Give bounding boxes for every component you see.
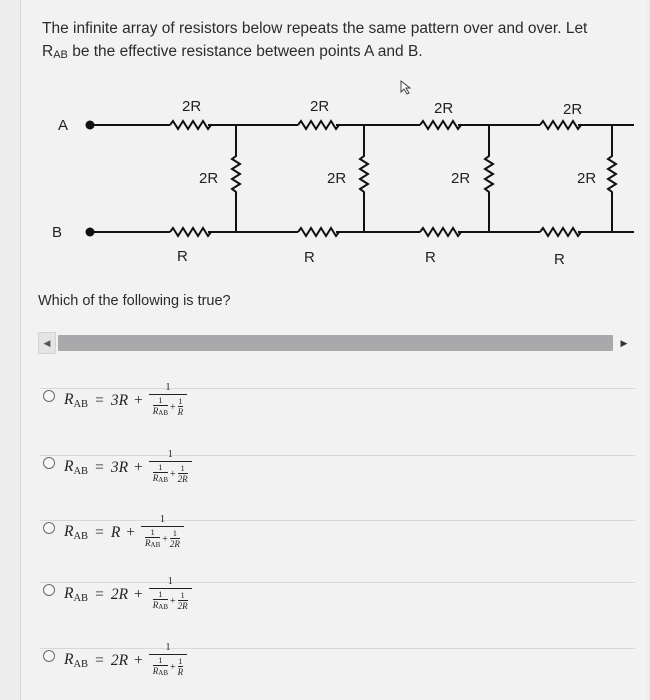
bottom-label-1: R xyxy=(177,248,188,265)
option-formula: $R_{AB}$ = R + 1 1 RAB + 1 2R xyxy=(64,514,184,551)
rab-symbol: R xyxy=(42,43,54,60)
scroll-thumb[interactable] xyxy=(58,335,613,351)
top-label-1: 2R xyxy=(182,98,202,115)
shunt-label-3: 2R xyxy=(451,170,471,187)
option-formula: $R_{AB}$ = 3R + 1 1 RAB + 1 2R xyxy=(64,449,192,486)
bottom-resistor-2 xyxy=(298,228,339,236)
answer-option-4[interactable] xyxy=(40,576,635,611)
shunt-resistor-1 xyxy=(232,125,240,232)
shunt-resistor-3 xyxy=(485,125,493,232)
top-resistor-1 xyxy=(170,121,211,129)
node-a-terminal xyxy=(86,121,95,130)
top-label-4: 2R xyxy=(563,101,583,118)
radio-button[interactable] xyxy=(43,584,55,596)
bottom-resistor-3 xyxy=(420,228,461,236)
bottom-label-2: R xyxy=(304,249,315,266)
node-a-label: A xyxy=(58,117,69,134)
answer-option-5[interactable] xyxy=(40,642,635,677)
shunt-label-2: 2R xyxy=(327,170,347,187)
scroll-left-arrow-icon[interactable]: ◀ xyxy=(38,332,56,354)
intro-line-1: The infinite array of resistors below repeats the same pattern over and over. Let xyxy=(42,20,588,37)
node-b-label: B xyxy=(52,224,63,241)
top-resistor-2 xyxy=(298,121,339,129)
shunt-resistor-2 xyxy=(360,125,368,232)
radio-button[interactable] xyxy=(43,650,55,662)
answer-option-3[interactable] xyxy=(40,514,635,549)
option-formula: $R_{AB}$ = 2R + 1 1 RAB + 1 R xyxy=(64,642,187,679)
shunt-label-1: 2R xyxy=(199,170,219,187)
answer-option-1[interactable] xyxy=(40,382,635,417)
bottom-resistor-1 xyxy=(170,228,211,236)
answer-option-2[interactable] xyxy=(40,449,635,484)
option-formula: $R_{AB}$ = 2R + 1 1 RAB + 1 2R xyxy=(64,576,192,613)
resistor-circuit-diagram xyxy=(0,0,650,290)
shunt-label-4: 2R xyxy=(577,170,597,187)
node-b-terminal xyxy=(86,228,95,237)
top-label-3: 2R xyxy=(434,100,454,117)
bottom-resistor-4 xyxy=(540,228,581,236)
shunt-resistor-4 xyxy=(608,125,616,232)
option-formula: $R_{AB}$ = 3R + 1 1 RAB + 1 R xyxy=(64,382,187,419)
scroll-right-arrow-icon[interactable]: ▶ xyxy=(620,338,628,348)
question-prompt: Which of the following is true? xyxy=(38,293,231,309)
radio-button[interactable] xyxy=(43,457,55,469)
rab-subscript: AB xyxy=(53,49,68,61)
top-resistor-3 xyxy=(420,121,461,129)
top-resistor-4 xyxy=(540,121,581,129)
intro-line-2-text: be the effective resistance between points A and B. xyxy=(67,43,423,60)
radio-button[interactable] xyxy=(43,390,55,402)
horizontal-scrollbar[interactable] xyxy=(38,332,633,354)
bottom-label-4: R xyxy=(554,251,565,268)
bottom-label-3: R xyxy=(425,249,436,266)
radio-button[interactable] xyxy=(43,522,55,534)
top-label-2: 2R xyxy=(310,98,330,115)
